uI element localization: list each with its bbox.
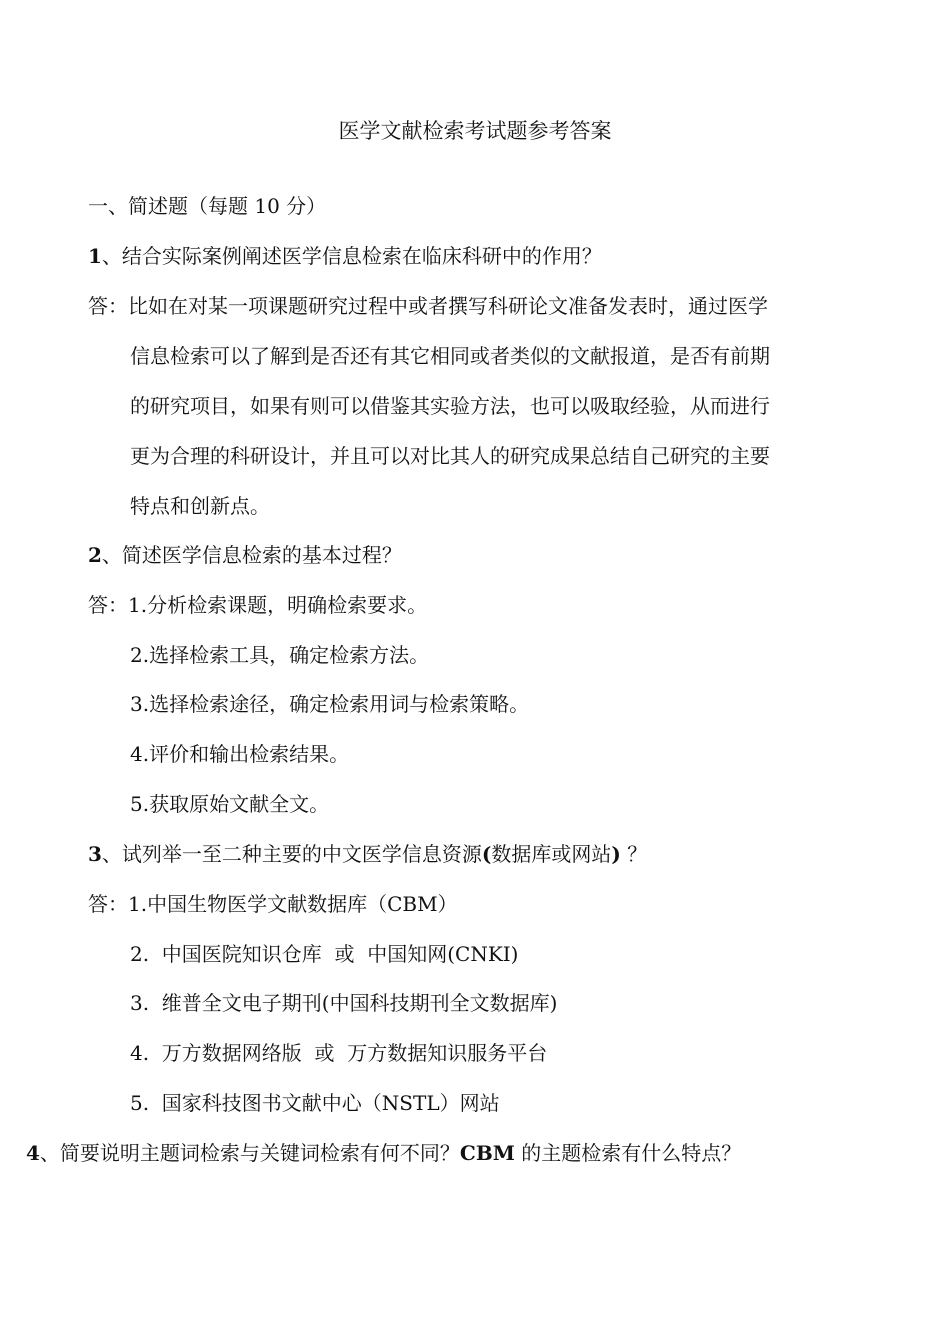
question-number: 4 xyxy=(26,1141,40,1165)
question-text: 、试列举一至二种主要的中文医学信息资源 xyxy=(101,842,482,866)
answer-prefix: 答： xyxy=(88,294,128,318)
question-2 xyxy=(88,542,402,568)
answer-3-line-5: 5. 国家科技图书文献中心（NSTL）网站 xyxy=(130,1091,500,1115)
answer-text: 1.中国生物医学文献数据库（CBM） xyxy=(128,892,458,916)
question-4 xyxy=(26,1140,741,1166)
answer-prefix: 答： xyxy=(88,593,128,617)
answer-2-line-4: 4.评价和输出检索结果。 xyxy=(130,742,350,766)
answer-text: 比如在对某一项课题研究过程中或者撰写科研论文准备发表时，通过医学 xyxy=(128,294,768,318)
answer-1-line-1 xyxy=(88,293,768,319)
paren-open: ( xyxy=(481,842,492,866)
answer-3-line-4: 4. 万方数据网络版 或 万方数据知识服务平台 xyxy=(130,1041,548,1065)
answer-3-line-1 xyxy=(88,891,458,917)
answer-2-line-5: 5.获取原始文献全文。 xyxy=(130,792,330,816)
question-text-end: 的主题检索有什么特点？ xyxy=(514,1141,742,1165)
question-1 xyxy=(88,243,602,269)
answer-text: 1.分析检索课题，明确检索要求。 xyxy=(128,593,428,617)
question-text: 、结合实际案例阐述医学信息检索在临床科研中的作用？ xyxy=(101,244,602,268)
question-number: 3 xyxy=(88,842,102,866)
section-heading: 一、简述题（每题 10 分） xyxy=(88,194,327,218)
cbm-term: CBM xyxy=(459,1141,515,1165)
answer-2-line-2: 2.选择检索工具，确定检索方法。 xyxy=(130,643,430,667)
page-title: 医学文献检索考试题参考答案 xyxy=(338,119,612,143)
question-text: 、简要说明主题词检索与关键词检索有何不同？ xyxy=(39,1141,460,1165)
question-text-inner: 数据库或网站 xyxy=(491,842,612,866)
question-number: 1 xyxy=(88,244,102,268)
question-3 xyxy=(88,841,647,867)
question-mark: ？ xyxy=(620,842,648,866)
answer-3-line-3: 3. 维普全文电子期刊(中国科技期刊全文数据库) xyxy=(130,991,558,1015)
answer-1-line-3: 的研究项目，如果有则可以借鉴其实验方法，也可以吸取经验，从而进行 xyxy=(130,394,770,418)
answer-2-line-3: 3.选择检索途径，确定检索用词与检索策略。 xyxy=(130,692,530,716)
paren-close: ) xyxy=(611,842,621,866)
answer-1-line-4: 更为合理的科研设计，并且可以对比其人的研究成果总结自己研究的主要 xyxy=(130,444,770,468)
answer-3-line-2: 2. 中国医院知识仓库 或 中国知网(CNKI) xyxy=(130,942,519,966)
answer-2-line-1 xyxy=(88,592,427,618)
answer-1-line-5: 特点和创新点。 xyxy=(130,494,270,518)
answer-1-line-2: 信息检索可以了解到是否还有其它相同或者类似的文献报道，是否有前期 xyxy=(130,344,770,368)
question-text: 、简述医学信息检索的基本过程？ xyxy=(101,543,402,567)
question-number: 2 xyxy=(88,543,102,567)
answer-prefix: 答： xyxy=(88,892,128,916)
